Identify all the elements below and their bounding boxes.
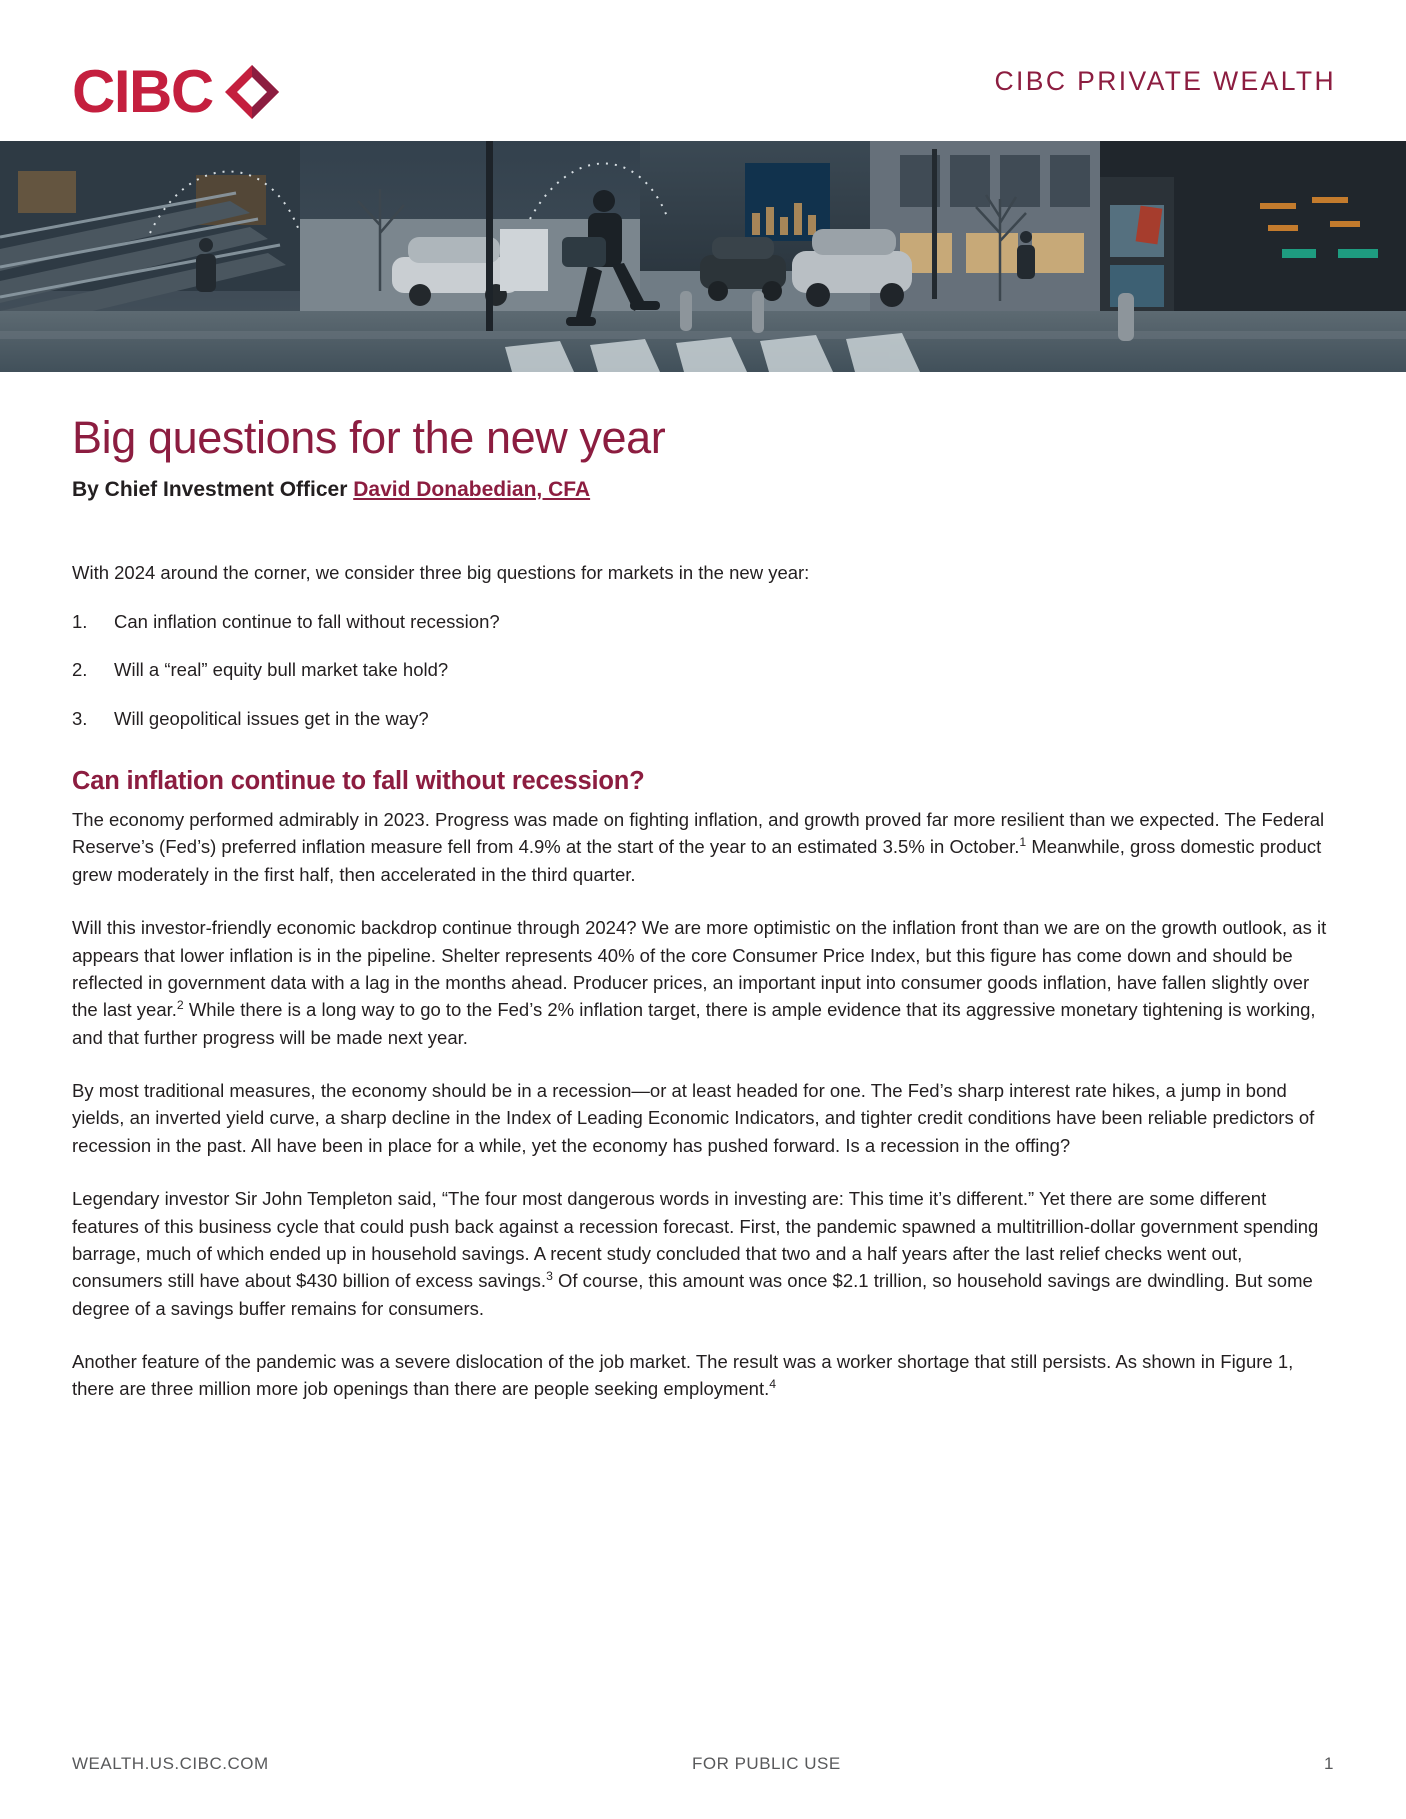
footnote-marker: 2 [176, 998, 184, 1013]
body-paragraph: Another feature of the pandemic was a severe dislocation of the job market. The result was a worker shortage that still persists. As shown in Figure 1, there are three million more job openings than there are people seeking employment.$^4$ [72, 1351, 1294, 1400]
cibc-logo[interactable] [72, 58, 281, 125]
list-item-number: 3. [72, 708, 88, 730]
page-footer [0, 1749, 1406, 1779]
list-item-label: Can inflation continue to fall without recession? [114, 610, 500, 632]
byline-prefix: By Chief Investment Officer [72, 477, 354, 501]
body-paragraph: Legendary investor Sir John Templeton said, “The four most dangerous words in investing are: This time it’s different.” Yet there are some different features of this business cycle that could push back against a recession forecast. First, the pandemic spawned a multitrillion-dollar government spending barrage, much of which ended up in household savings. A recent study concluded that two and a half years after the last relief checks went out, consumers still have about $430 billion of excess savings.$^3$ Of course, this amount was once $2.1 trillion, so household savings are dwindling. But some degree of a savings buffer remains for consumers. [72, 1188, 1319, 1319]
list-item [72, 609, 1334, 636]
footer-website[interactable]: WEALTH.US.CIBC.COM [72, 1754, 269, 1773]
list-item [72, 706, 1334, 733]
article-content [0, 412, 1406, 1403]
footnote-marker: 4 [769, 1377, 777, 1392]
page-masthead [0, 0, 1406, 141]
cibc-logo-text: CIBC [72, 58, 213, 125]
body-paragraph: By most traditional measures, the economy should be in a recession—or at least headed for one. The Fed’s sharp interest rate hikes, a jump in bond yields, an inverted yield curve, a sharp decline in the Index of Leading Economic Indicators, and tighter credit conditions have been reliable predictors of recession in the past. All have been in place for a while, yet the economy has pushed forward. Is a recession in the offing? [72, 1080, 1315, 1156]
body-paragraph: The economy performed admirably in 2023. Progress was made on fighting inflation, and growth proved far more resilient than we expected. The Federal Reserve’s (Fed’s) preferred inflation measure fell from 4.9% at the start of the year to an estimated 3.5% in October.$^1$ Meanwhile, gross domestic product grew moderately in the first half, then accelerated in the third quarter. [72, 809, 1325, 885]
questions-list [72, 609, 1334, 733]
intro-paragraph: With 2024 around the corner, we consider three big questions for markets in the new year: [72, 561, 810, 583]
page-title: Big questions for the new year [72, 412, 666, 463]
section-heading: Can inflation continue to fall without recession? [72, 767, 645, 795]
brand-tagline: CIBC PRIVATE WEALTH [994, 66, 1336, 96]
author-link[interactable]: David Donabedian, CFA [353, 477, 591, 501]
footnote-marker: 1 [1019, 835, 1027, 850]
footer-usage-note: FOR PUBLIC USE [691, 1754, 841, 1773]
list-item-number: 2. [72, 659, 88, 681]
list-item [72, 657, 1334, 684]
cibc-diamond-icon [223, 63, 281, 121]
footnote-marker: 3 [546, 1269, 553, 1284]
list-item-label: Will a “real” equity bull market take hold? [114, 659, 449, 681]
hero-photo [0, 141, 1406, 372]
list-item-label: Will geopolitical issues get in the way? [114, 708, 429, 730]
list-item-number: 1. [72, 610, 88, 632]
body-paragraph: Will this investor-friendly economic backdrop continue through 2024? We are more optimistic on the inflation front than we are on the growth outlook, as it appears that lower inflation is in the pipeline. Shelter represents 40% of the core Consumer Price Index, but this figure has come down and should be reflected in government data with a lag in the months ahead. Producer prices, an important input into consumer goods inflation, have fallen slightly over the last year.$^2$ While there is a long way to go to the Fed’s 2% inflation target, there is ample evidence that its aggressive monetary tightening is working, and that further progress will be made next year. [72, 917, 1327, 1048]
footer-page-number: 1 [1324, 1754, 1334, 1773]
byline [72, 478, 1334, 502]
